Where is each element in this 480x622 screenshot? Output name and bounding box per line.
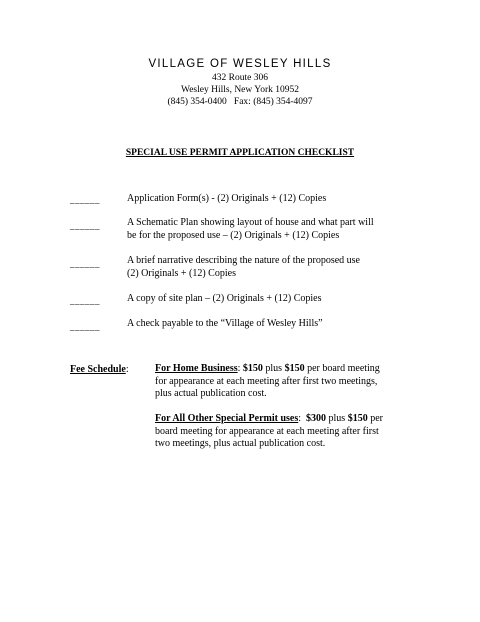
fee-home-business [155,363,417,401]
fee-schedule-label-colon: : [125,364,129,375]
fee-schedule-label [70,363,129,376]
fee-amount: $150 [347,413,368,424]
checklist-item [127,317,427,330]
fee-amount: $150 [284,363,305,374]
fee-text: per board meeting [304,363,380,374]
address-street: 432 Route 306 [212,73,268,83]
fee-amount: $300 [306,413,327,424]
org-name: VILLAGE OF WESLEY HILLS [148,58,332,70]
fee-colon: : [298,413,302,424]
fee-plus: plus [262,363,285,374]
fee-home-business-line: for appearance at each meeting after first two meetings, [155,375,378,387]
fee-amount: $150 [242,363,263,374]
fee-other-permits-line: board meeting for appearance at each meeting after first [155,425,379,437]
checklist-item [127,254,427,280]
checklist-item-line: Application Form(s) - (2) Originals + (12) Copies [127,193,327,204]
phone-fax: (845) 354-0400 Fax: (845) 354-4097 [167,97,313,107]
document-title: SPECIAL USE PERMIT APPLICATION CHECKLIST [125,148,355,158]
checklist-item [127,216,427,242]
checklist-item-line: A copy of site plan – (2) Originals + (12) Copies [127,293,322,304]
fee-other-permits-heading: For All Other Special Permit uses [155,413,299,424]
fee-plus: plus [326,413,348,424]
fee-text: per [367,413,383,424]
checklist-item-line: A check payable to the “Village of Wesley Hills” [127,318,323,329]
checklist-item-line: A brief narrative describing the nature of the proposed use [127,255,360,266]
fee-schedule-label-text: Fee Schedule [70,364,126,375]
fee-other-permits-line [155,413,417,426]
checklist-item [127,292,427,305]
fee-other-permits [155,413,417,451]
checklist-item [127,192,427,205]
address-city: Wesley Hills, New York 10952 [181,85,299,95]
checklist-blank: ______ [70,221,100,231]
fee-colon: : [237,363,241,374]
checklist-blank: ______ [70,296,100,306]
fee-home-business-heading: For Home Business [155,363,238,374]
checklist-item-line: be for the proposed use – (2) Originals + (12) Copies [127,230,340,241]
fee-home-business-line: plus actual publication cost. [155,388,267,399]
checklist-item-line: A Schematic Plan showing layout of house and what part will [127,217,374,228]
checklist-blank: ______ [70,322,100,332]
checklist-blank: ______ [70,195,100,205]
checklist-item-line: (2) Originals + (12) Copies [127,268,236,279]
fee-other-permits-line: two meetings, plus actual publication cost. [155,438,326,449]
fee-home-business-line [155,363,417,376]
checklist-blank: ______ [70,259,100,269]
